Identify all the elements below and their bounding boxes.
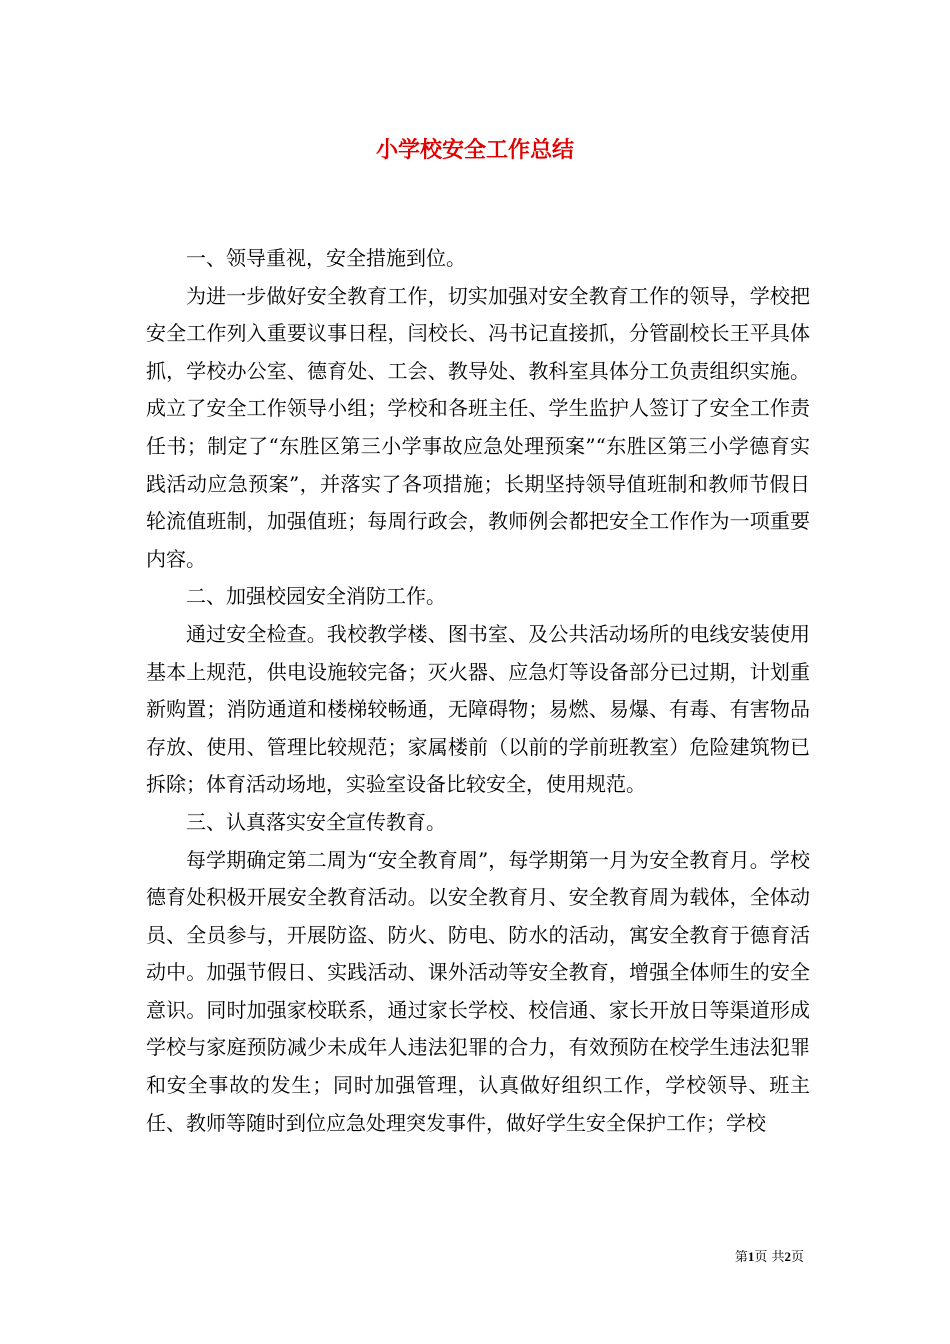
page-footer <box>735 1248 804 1267</box>
section-heading-2: 二、加强校园安全消防工作。 <box>186 584 446 609</box>
paragraph-fire-safety: 通过安全检查。我校教学楼、图书室、及公共活动场所的电线安装使用基本上规范，供电设施较完备；灭火器、应急灯等设备部分已过期，计划重新购置；消防通道和楼梯较畅通，无障碍物；易燃、易爆、有毒、有害物品存放、使用、管理比较规范；家属楼前（以前的学前班教室）危险建筑物已拆除；体育活动场地，实验室设备比较安全，使用规范。 <box>146 621 810 797</box>
document-title: 小学校安全工作总结 <box>375 137 574 163</box>
section-heading-1: 一、领导重视，安全措施到位。 <box>186 246 466 270</box>
current-page-number: 1 <box>747 1249 755 1264</box>
footer-suffix: 页 <box>790 1250 804 1265</box>
footer-prefix: 第 <box>734 1250 748 1265</box>
paragraph-leadership: 为进一步做好安全教育工作，切实加强对安全教育工作的领导，学校把安全工作列入重要议事日程，闫校长、冯书记直接抓，分管副校长王平具体抓，学校办公室、德育处、工会、教导处、教科室具体分工负责组织实施。成立了安全工作领导小组；学校和各班主任、学生监护人签订了安全工作责任书；制定了“东胜区第三小学事故应急处理预案”“东胜区第三小学德育实践活动应急预案”，并落实了各项措施；长期坚持领导值班制和教师节假日轮流值班制，加强值班；每周行政会，教师例会都把安全工作作为一项重要内容。 <box>146 283 810 571</box>
footer-middle: 页 共 <box>754 1250 785 1265</box>
section-heading-3: 三、认真落实安全宣传教育。 <box>186 809 446 834</box>
paragraph-safety-education: 每学期确定第二周为“安全教育周”，每学期第一月为安全教育月。学校德育处积极开展安全教育活动。以安全教育月、安全教育周为载体，全体动员、全员参与，开展防盗、防火、防电、防水的活动，寓安全教育于德育活动中。加强节假日、实践活动、课外活动等安全教育，增强全体师生的安全意识。同时加强家校联系，通过家长学校、校信通、家长开放日等渠道形成学校与家庭预防减少未成年人违法犯罪的合力，有效预防在校学生违法犯罪和安全事故的发生；同时加强管理，认真做好组织工作，学校领导、班主任、教师等随时到位应急处理突发事件，做好学生安全保护工作；学校 <box>146 847 810 1135</box>
total-pages-number: 2 <box>784 1249 791 1264</box>
document-body <box>146 240 810 1142</box>
